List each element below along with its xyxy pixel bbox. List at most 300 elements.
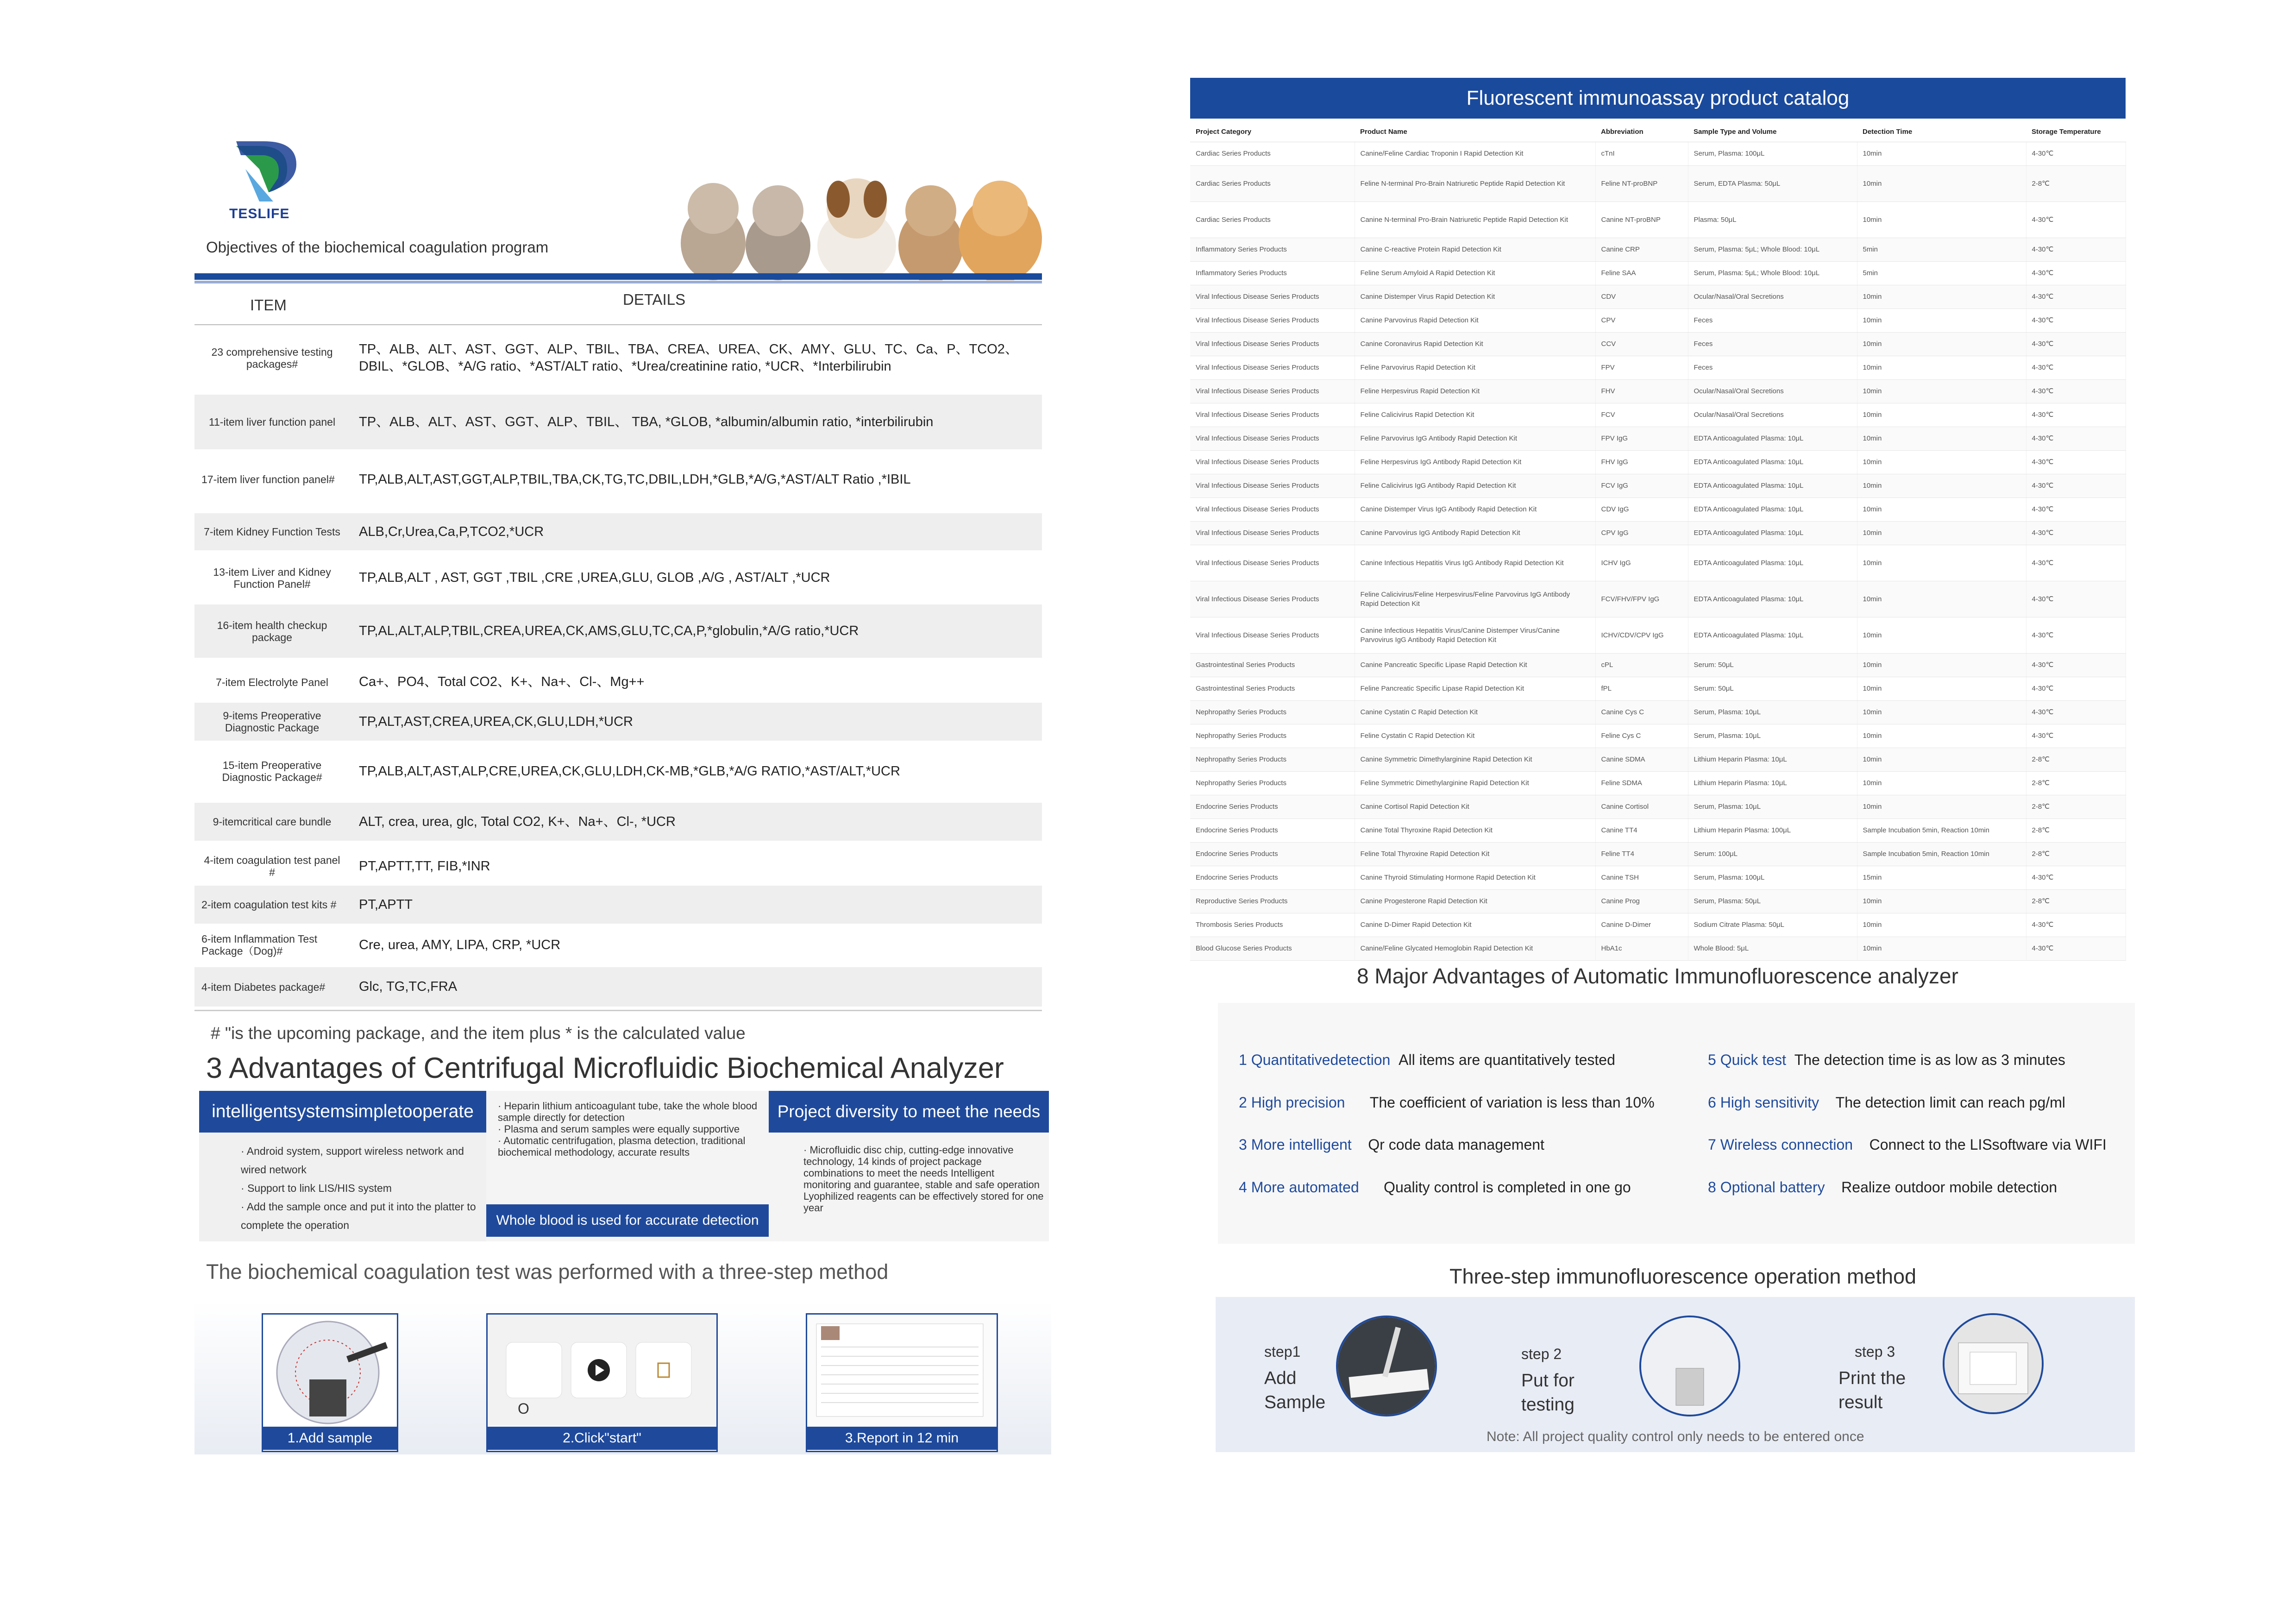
table-cell: FHV [1595,380,1688,403]
table-cell: Feline Symmetric Dimethylarginine Rapid Detection Kit [1355,772,1595,795]
advantage-list [241,1142,482,1234]
table-cell: 10min [1857,654,2026,677]
table-cell: 10min [1857,677,2026,701]
table-row [1190,285,2126,309]
package-name: 11-item liver function panel [208,416,336,428]
sample-disc-icon [263,1315,397,1426]
table-row [194,924,1042,966]
table-cell: Serum: 50μL [1688,654,1857,677]
table-row [1190,819,2126,843]
table-cell: FPV [1595,356,1688,380]
table-row [1190,202,2126,238]
step-line: Put for [1521,1371,1575,1391]
table-cell: CDV IgG [1595,498,1688,522]
table-cell: 4-30℃ [2026,677,2126,701]
table-row [1190,724,2126,748]
table-row [1190,166,2126,202]
table-cell: Viral Infectious Disease Series Products [1190,333,1355,356]
table-cell: CCV [1595,333,1688,356]
table-row [1190,937,2126,961]
table-cell: Sample Incubation 5min, Reaction 10min [1857,819,2026,843]
table-cell: Canine N-terminal Pro-Brain Natriuretic Peptide Rapid Detection Kit [1355,202,1595,238]
advantage-key: 5 Quick test [1708,1051,1786,1068]
table-row [1190,772,2126,795]
table-cell: Canine Thyroid Stimulating Hormone Rapid Detection Kit [1355,866,1595,890]
three-step-title: The biochemical coagulation test was performed with a three-step method [206,1260,889,1284]
table-cell: Canine Parvovirus Rapid Detection Kit [1355,309,1595,333]
print-result-icon [1943,1313,2044,1414]
table-row [1190,498,2126,522]
table-row [194,843,1042,889]
package-name: 2-item coagulation test kits # [201,899,337,911]
note-text: Note: All project quality control only needs to be entered once [1487,1429,1864,1444]
advantage-item [1708,1179,2057,1196]
list-item: · Add the sample once and put it into the platter to complete the operation [241,1197,482,1234]
table-cell: Feces [1688,356,1857,380]
package-items: TP、ALB、ALT、AST、GGT、ALP、TBIL、 TBA, *GLOB, *albumin/albumin ratio, *interbilirubin [359,414,934,429]
table-cell: 10min [1857,142,2026,166]
table-cell: 4-30℃ [2026,285,2126,309]
list-item: · Microfluidic disc chip, cutting-edge innovative technology, 14 kinds of project package combinations to meet the needs Intelligent monitoring and guarantee, stable and safe operation Lyophilized reagents can be effectively stored for one year [803,1144,1044,1214]
list-item: · Heparin lithium anticoagulant tube, take the whole blood sample directly for detection [498,1100,762,1123]
table-cell: Feline Calicivirus IgG Antibody Rapid Detection Kit [1355,474,1595,498]
table-cell: ICHV/CDV/CPV IgG [1595,617,1688,654]
table-cell: Viral Infectious Disease Series Products [1190,474,1355,498]
table-cell: EDTA Anticoagulated Plasma: 10μL [1688,451,1857,474]
table-cell: EDTA Anticoagulated Plasma: 10μL [1688,498,1857,522]
package-items: PT,APTT [359,897,413,912]
table-row [1190,142,2126,166]
list-item: · Android system, support wireless network and wired network [241,1142,482,1179]
table-cell: Serum, Plasma: 10μL [1688,724,1857,748]
table-cell: EDTA Anticoagulated Plasma: 10μL [1688,617,1857,654]
package-items: TP,AL,ALT,ALP,TBIL,CREA,UREA,CK,AMS,GLU,TC,CA,P,*globulin,*A/G ratio,*UCR [359,623,859,638]
table-cell: Canine/Feline Glycated Hemoglobin Rapid Detection Kit [1355,937,1595,961]
table-row [194,660,1042,704]
advantage-value: Quality control is completed in one go [1384,1179,1631,1196]
list-item: · Support to link LIS/HIS system [241,1179,482,1197]
table-row [1190,913,2126,937]
package-name: 23 comprehensive testing packages# [211,346,333,370]
table-cell: 4-30℃ [2026,142,2126,166]
table-cell: Viral Infectious Disease Series Products [1190,285,1355,309]
step-text [1264,1366,1325,1415]
table-cell: Canine Pancreatic Specific Lipase Rapid Detection Kit [1355,654,1595,677]
advantage-heading: Project diversity to meet the needs [769,1091,1049,1133]
table-cell: 2-8℃ [2026,166,2126,202]
table-cell: Canine Parvovirus IgG Antibody Rapid Detection Kit [1355,522,1595,545]
table-cell: 10min [1857,309,2026,333]
table-cell: Serum, Plasma: 100μL [1688,866,1857,890]
table-cell: cPL [1595,654,1688,677]
step-line: testing [1521,1395,1575,1415]
advantage-item [1239,1179,1631,1196]
package-items: TP,ALB,ALT,AST,GGT,ALP,TBIL,TBA,CK,TG,TC,DBIL,LDH,*GLB,*A/G,*AST/ALT Ratio ,*IBIL [359,472,911,487]
table-row [1190,866,2126,890]
table-cell: 10min [1857,617,2026,654]
table-cell: Viral Infectious Disease Series Products [1190,522,1355,545]
step-label: 3.Report in 12 min [807,1427,997,1450]
table-cell: 10min [1857,581,2026,617]
advantages-8-title: 8 Major Advantages of Automatic Immunofluorescence analyzer [1357,964,1958,988]
table-cell: Plasma: 50μL [1688,202,1857,238]
table-row [1190,890,2126,913]
list-item: · Plasma and serum samples were equally supportive [498,1123,762,1135]
column-header: Detection Time [1857,121,2026,142]
package-items: TP,ALB,ALT,AST,ALP,CRE,UREA,CK,GLU,LDH,CK-MB,*GLB,*A/G RATIO,*AST/ALT,*UCR [359,763,900,779]
package-name: 7-item Electrolyte Panel [216,676,328,688]
advantage-value: Connect to the LISsoftware via WIFI [1869,1136,2107,1153]
header-band [194,273,1042,280]
table-row [1190,238,2126,262]
table-cell: EDTA Anticoagulated Plasma: 10μL [1688,427,1857,451]
advantages-title: 3 Advantages of Centrifugal Microfluidic Biochemical Analyzer [206,1052,1004,1084]
table-cell: Feline Cys C [1595,724,1688,748]
table-cell: CPV [1595,309,1688,333]
table-cell: Blood Glucose Series Products [1190,937,1355,961]
table-row [1190,701,2126,724]
package-name: 13-item Liver and Kidney Function Panel# [213,566,331,590]
advantage-item [1239,1094,1655,1111]
table-row [1190,522,2126,545]
column-item: ITEM [250,296,287,314]
table-cell: Serum: 50μL [1688,677,1857,701]
column-header: Project Category [1190,121,1355,142]
table-cell: 10min [1857,427,2026,451]
table-cell: Feline Cystatin C Rapid Detection Kit [1355,724,1595,748]
package-items: Ca+、PO4、Total CO2、K+、Na+、Cl-、Mg++ [359,674,645,689]
catalog-title: Fluorescent immunoassay product catalog [1190,78,2126,119]
advantage-key: 2 High precision [1239,1094,1345,1111]
catalog-table [1190,121,2126,961]
table-cell: Viral Infectious Disease Series Products [1190,309,1355,333]
table-cell: 10min [1857,380,2026,403]
column-header: Storage Temperature [2026,121,2126,142]
table-cell: Feline SDMA [1595,772,1688,795]
table-row [1190,617,2126,654]
table-cell: 4-30℃ [2026,262,2126,285]
table-cell: Thrombosis Series Products [1190,913,1355,937]
advantage-value: The detection time is as low as 3 minutes [1794,1051,2065,1068]
table-cell: 2-8℃ [2026,819,2126,843]
table-cell: Canine D-Dimer [1595,913,1688,937]
table-cell: Endocrine Series Products [1190,795,1355,819]
table-cell: Serum, Plasma: 10μL [1688,701,1857,724]
table-cell: 4-30℃ [2026,522,2126,545]
table-cell: Canine Prog [1595,890,1688,913]
brand-name: TESLIFE [229,206,290,221]
table-cell: 4-30℃ [2026,474,2126,498]
table-cell: EDTA Anticoagulated Plasma: 10μL [1688,581,1857,617]
table-row [194,967,1042,1007]
table-cell: 10min [1857,795,2026,819]
table-cell: 10min [1857,403,2026,427]
table-cell: Canine/Feline Cardiac Troponin I Rapid Detection Kit [1355,142,1595,166]
table-cell: EDTA Anticoagulated Plasma: 10μL [1688,522,1857,545]
table-cell: 4-30℃ [2026,427,2126,451]
table-cell: 2-8℃ [2026,748,2126,772]
table-cell: 4-30℃ [2026,451,2126,474]
package-name: 7-item Kidney Function Tests [204,526,340,538]
divider [194,1010,1042,1011]
table-row [194,803,1042,841]
table-cell: fPL [1595,677,1688,701]
table-cell: Canine Symmetric Dimethylarginine Rapid Detection Kit [1355,748,1595,772]
table-cell: Feline Serum Amyloid A Rapid Detection Kit [1355,262,1595,285]
table-cell: Nephropathy Series Products [1190,701,1355,724]
table-cell: 2-8℃ [2026,772,2126,795]
step-number: step1 [1264,1343,1301,1360]
table-cell: EDTA Anticoagulated Plasma: 10μL [1688,474,1857,498]
table-row [194,452,1042,507]
table-cell: 10min [1857,285,2026,309]
advantage-value: All items are quantitatively tested [1399,1051,1615,1068]
advantage-key: 8 Optional battery [1708,1179,1825,1196]
step-text [1521,1369,1575,1417]
table-cell: Canine TT4 [1595,819,1688,843]
table-cell: Feces [1688,333,1857,356]
table-cell: Serum: 100μL [1688,843,1857,866]
table-cell: 5min [1857,238,2026,262]
table-row [194,743,1042,799]
table-cell: Gastrointestinal Series Products [1190,654,1355,677]
table-cell: Cardiac Series Products [1190,202,1355,238]
table-cell: Feline TT4 [1595,843,1688,866]
table-header-row [1190,121,2126,142]
table-cell: Serum, Plasma: 100μL [1688,142,1857,166]
immuno-steps-title: Three-step immunofluorescence operation method [1449,1265,1917,1288]
table-cell: Canine Cystatin C Rapid Detection Kit [1355,701,1595,724]
table-cell: HbA1c [1595,937,1688,961]
table-row [1190,795,2126,819]
table-cell: Canine TSH [1595,866,1688,890]
table-cell: 5min [1857,262,2026,285]
table-cell: Feline Pancreatic Specific Lipase Rapid Detection Kit [1355,677,1595,701]
package-name: 4-item Diabetes package# [201,981,326,993]
table-cell: 10min [1857,772,2026,795]
package-name: 6-item Inflammation Test Package（Dog)# [201,933,318,957]
table-cell: Reproductive Series Products [1190,890,1355,913]
table-cell: 4-30℃ [2026,380,2126,403]
table-cell: Feline SAA [1595,262,1688,285]
pets-photo [662,164,1042,280]
table-cell: 4-30℃ [2026,937,2126,961]
table-cell: Nephropathy Series Products [1190,724,1355,748]
table-row [194,886,1042,924]
table-cell: FCV [1595,403,1688,427]
table-cell: Inflammatory Series Products [1190,262,1355,285]
table-row [1190,654,2126,677]
table-row [1190,677,2126,701]
table-cell: 4-30℃ [2026,545,2126,581]
advantage-list [803,1144,1044,1214]
table-cell: Viral Infectious Disease Series Products [1190,356,1355,380]
header-band-shadow [194,281,1042,283]
table-row [1190,262,2126,285]
column-header: Sample Type and Volume [1688,121,1857,142]
table-cell: FCV IgG [1595,474,1688,498]
advantages-8-panel [1218,1003,2135,1244]
table-row [194,604,1042,658]
table-row [1190,427,2126,451]
table-row [1190,356,2126,380]
table-cell: 10min [1857,451,2026,474]
table-cell: 10min [1857,748,2026,772]
package-items: ALB,Cr,Urea,Ca,P,TCO2,*UCR [359,524,544,539]
advantage-item [1239,1051,1615,1069]
package-name: 9-items Preoperative Diagnostic Package [223,710,321,734]
table-cell: 4-30℃ [2026,617,2126,654]
advantage-list [498,1100,762,1158]
table-cell: Serum, EDTA Plasma: 50μL [1688,166,1857,202]
table-cell: 10min [1857,937,2026,961]
table-cell: CDV [1595,285,1688,309]
table-cell: Canine Progesterone Rapid Detection Kit [1355,890,1595,913]
advantage-item [1708,1136,2107,1153]
table-cell: Feline NT-proBNP [1595,166,1688,202]
advantage-value: The detection limit can reach pg/ml [1835,1094,2065,1111]
table-row [1190,581,2126,617]
table-row [1190,309,2126,333]
table-cell: Viral Infectious Disease Series Products [1190,545,1355,581]
package-name: 9-itemcritical care bundle [213,816,332,828]
table-cell: 4-30℃ [2026,202,2126,238]
table-cell: Feces [1688,309,1857,333]
package-items: Glc, TG,TC,FRA [359,979,458,994]
package-name: 16-item health checkup package [217,619,327,643]
column-header: Abbreviation [1595,121,1688,142]
step-line: result [1838,1392,1883,1412]
table-cell: Canine C-reactive Protein Rapid Detection Kit [1355,238,1595,262]
advantage-key: 4 More automated [1239,1179,1359,1196]
table-cell: Lithium Heparin Plasma: 10μL [1688,748,1857,772]
table-cell: 4-30℃ [2026,913,2126,937]
table-cell: 10min [1857,890,2026,913]
table-row [1190,333,2126,356]
step-number: step 3 [1855,1343,1895,1360]
table-cell: Canine Cortisol [1595,795,1688,819]
table-cell: Canine CRP [1595,238,1688,262]
table-row [1190,748,2126,772]
step-card-1 [262,1313,398,1452]
table-cell: 10min [1857,724,2026,748]
table-cell: Viral Infectious Disease Series Products [1190,581,1355,617]
advantage-heading: Whole blood is used for accurate detection [486,1204,769,1237]
advantage-value: Realize outdoor mobile detection [1841,1179,2058,1196]
column-header: Product Name [1355,121,1595,142]
table-row [194,327,1042,389]
table-row [1190,474,2126,498]
package-items: TP,ALB,ALT , AST, GGT ,TBIL ,CRE ,UREA,GLU, GLOB ,A/G , AST/ALT ,*UCR [359,570,830,585]
table-cell: Ocular/Nasal/Oral Secretions [1688,380,1857,403]
advantage-key: 3 More intelligent [1239,1136,1352,1153]
table-cell: 2-8℃ [2026,890,2126,913]
table-cell: Feline Parvovirus Rapid Detection Kit [1355,356,1595,380]
step-text [1838,1366,1906,1415]
table-row [1190,380,2126,403]
table-cell: ICHV IgG [1595,545,1688,581]
table-cell: 10min [1857,166,2026,202]
table-cell: Feline N-terminal Pro-Brain Natriuretic Peptide Rapid Detection Kit [1355,166,1595,202]
table-cell: Endocrine Series Products [1190,866,1355,890]
package-name: 17-item liver function panel# [201,473,335,485]
table-cell: 2-8℃ [2026,795,2126,819]
table-cell: 4-30℃ [2026,238,2126,262]
table-cell: Viral Infectious Disease Series Products [1190,427,1355,451]
table-cell: 10min [1857,522,2026,545]
table-row [194,703,1042,741]
advantage-key: 1 Quantitativedetection [1239,1051,1391,1068]
table-cell: 4-30℃ [2026,333,2126,356]
table-cell: Viral Infectious Disease Series Products [1190,498,1355,522]
table-cell: Nephropathy Series Products [1190,748,1355,772]
divider [194,324,1042,325]
table-cell: 10min [1857,545,2026,581]
table-cell: Viral Infectious Disease Series Products [1190,380,1355,403]
table-cell: Canine Distemper Virus Rapid Detection Kit [1355,285,1595,309]
advantage-value: The coefficient of variation is less than 10% [1369,1094,1655,1111]
table-row [194,513,1042,550]
table-cell: 10min [1857,498,2026,522]
table-cell: Serum, Plasma: 10μL [1688,795,1857,819]
table-cell: Canine Distemper Virus IgG Antibody Rapid Detection Kit [1355,498,1595,522]
step-card-3 [806,1313,998,1452]
table-cell: 4-30℃ [2026,581,2126,617]
table-cell: Serum, Plasma: 5μL; Whole Blood: 10μL [1688,238,1857,262]
step-line: Sample [1264,1392,1326,1412]
table-row [194,395,1042,449]
advantage-key: 7 Wireless connection [1708,1136,1853,1153]
table-cell: 2-8℃ [2026,843,2126,866]
step-card-2 [486,1313,718,1452]
table-cell: Cardiac Series Products [1190,142,1355,166]
table-cell: Feline Calicivirus/Feline Herpesvirus/Feline Parvovirus IgG Antibody Rapid Detection Kit [1355,581,1595,617]
report-document-icon [807,1315,997,1426]
table-row [1190,545,2126,581]
table-cell: 15min [1857,866,2026,890]
table-cell: Lithium Heparin Plasma: 10μL [1688,772,1857,795]
table-cell: 4-30℃ [2026,498,2126,522]
package-items: Cre, urea, AMY, LIPA, CRP, *UCR [359,937,561,952]
table-row [1190,451,2126,474]
column-details: DETAILS [623,291,686,308]
table-cell: Feline Calicivirus Rapid Detection Kit [1355,403,1595,427]
table-cell: Sodium Citrate Plasma: 50μL [1688,913,1857,937]
table-row [194,554,1042,602]
package-items: PT,APTT,TT, FIB,*INR [359,858,490,874]
table-cell: 4-30℃ [2026,724,2126,748]
table-cell: Canine NT-proBNP [1595,202,1688,238]
step-label: 1.Add sample [263,1427,397,1450]
table-cell: 10min [1857,333,2026,356]
table-cell: 4-30℃ [2026,403,2126,427]
table-cell: Serum, Plasma: 5μL; Whole Blood: 10μL [1688,262,1857,285]
table-cell: 10min [1857,913,2026,937]
step-line: Print the [1838,1368,1906,1388]
step2-glyph: O [518,1400,529,1417]
advantage-key: 6 High sensitivity [1708,1094,1819,1111]
advantage-item [1708,1094,2065,1111]
table-row [1190,843,2126,866]
table-cell: Feline Total Thyroxine Rapid Detection Kit [1355,843,1595,866]
table-cell: Inflammatory Series Products [1190,238,1355,262]
table-cell: Canine Cys C [1595,701,1688,724]
table-cell: Cardiac Series Products [1190,166,1355,202]
advantage-heading: intelligentsystemsimpletooperate [199,1091,486,1133]
table-cell: Feline Herpesvirus IgG Antibody Rapid Detection Kit [1355,451,1595,474]
advantage-value: Qr code data management [1368,1136,1544,1153]
table-cell: Sample Incubation 5min, Reaction 10min [1857,843,2026,866]
